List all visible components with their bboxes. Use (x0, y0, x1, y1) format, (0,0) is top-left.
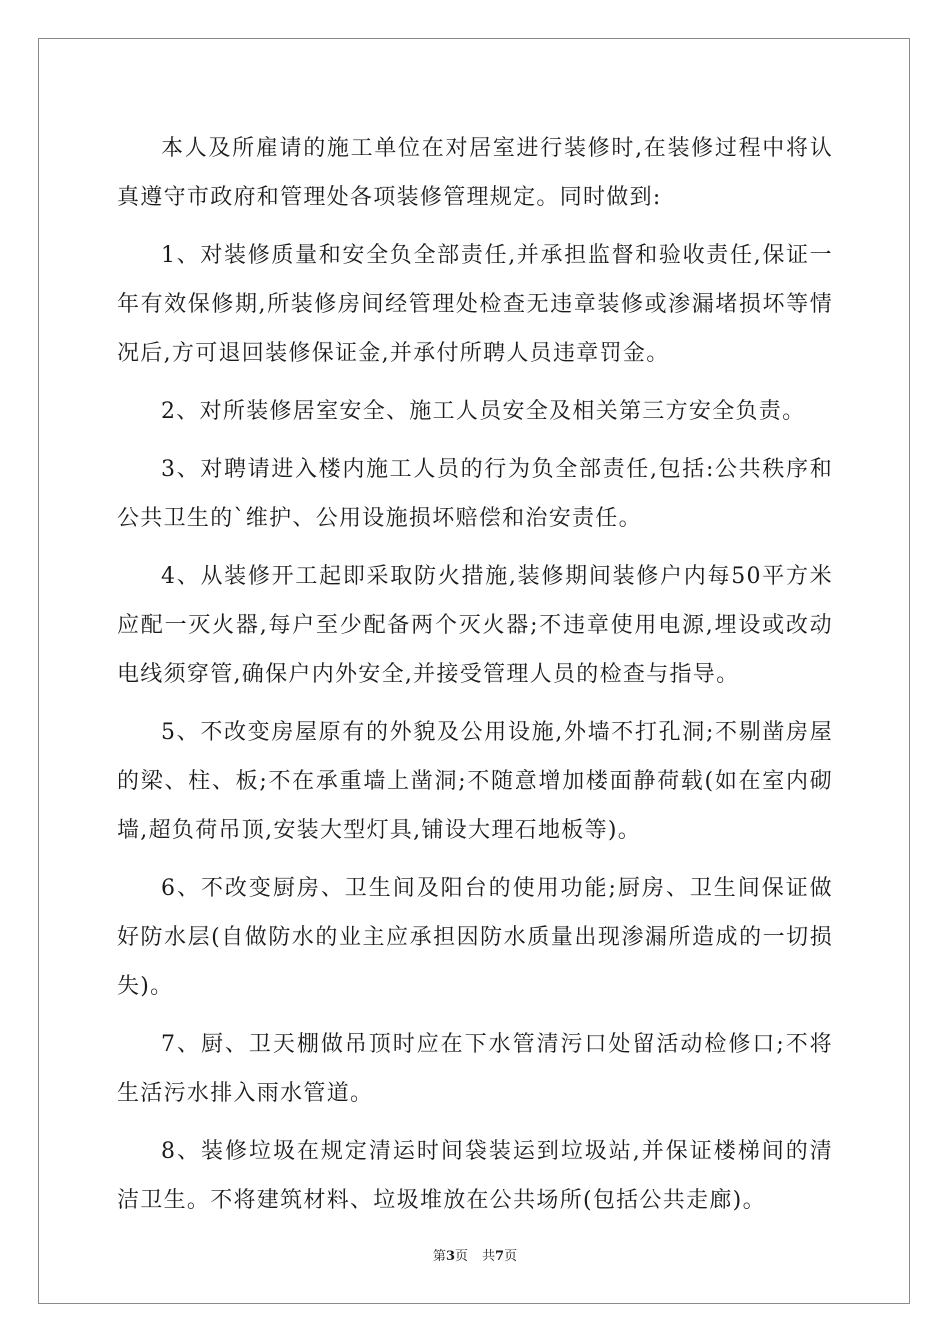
paragraph-item-3: 3、对聘请进入楼内施工人员的行为负全部责任,包括:公共秩序和公共卫生的`维护、公用设施损坏赔偿和治安责任。 (117, 457, 833, 531)
paragraph-item-7: 7、厨、卫天棚做吊顶时应在下水管清污口处留活动检修口;不将生活污水排入雨水管道。 (117, 1032, 833, 1106)
paragraph-item-4: 4、从装修开工起即采取防火措施,装修期间装修户内每50平方米应配一灭火器,每户至少配备两个灭火器;不违章使用电源,埋设或改动电线须穿管,确保户内外安全,并接受管理人员的检查与指导。 (117, 564, 833, 687)
page-indicator (433, 1249, 468, 1264)
total-suffix: 页 (504, 1249, 518, 1264)
paragraph-item-2: 2、对所装修居室安全、施工人员安全及相关第三方安全负责。 (161, 399, 806, 424)
paragraph-intro: 本人及所雇请的施工单位在对居室进行装修时,在装修过程中将认真遵守市政府和管理处各项装修管理规定。同时做到: (117, 136, 833, 210)
total-prefix: 共 (482, 1249, 496, 1264)
total-pages: 7 (495, 1249, 505, 1264)
page-footer (0, 1245, 950, 1264)
document-body (117, 124, 833, 1234)
paragraph-item-5: 5、不改变房屋原有的外貌及公用设施,外墙不打孔洞;不剔凿房屋的梁、柱、板;不在承重墙上凿洞;不随意增加楼面静荷载(如在室内砌墙,超负荷吊顶,安装大型灯具,铺设大理石地板等)。 (117, 720, 833, 843)
total-pages-indicator (482, 1249, 517, 1264)
page-prefix: 第 (432, 1249, 446, 1264)
page-suffix: 页 (454, 1249, 468, 1264)
page-number: 3 (445, 1249, 455, 1264)
paragraph-item-6: 6、不改变厨房、卫生间及阳台的使用功能;厨房、卫生间保证做好防水层(自做防水的业主应承担因防水质量出现渗漏所造成的一切损失)。 (117, 876, 833, 999)
paragraph-item-8: 8、装修垃圾在规定清运时间袋装运到垃圾站,并保证楼梯间的清洁卫生。不将建筑材料、垃圾堆放在公共场所(包括公共走廊)。 (117, 1139, 833, 1213)
paragraph-item-1: 1、对装修质量和安全负全部责任,并承担监督和验收责任,保证一年有效保修期,所装修房间经管理处检查无违章装修或渗漏堵损坏等情况后,方可退回装修保证金,并承付所聘人员违章罚金。 (117, 243, 833, 366)
